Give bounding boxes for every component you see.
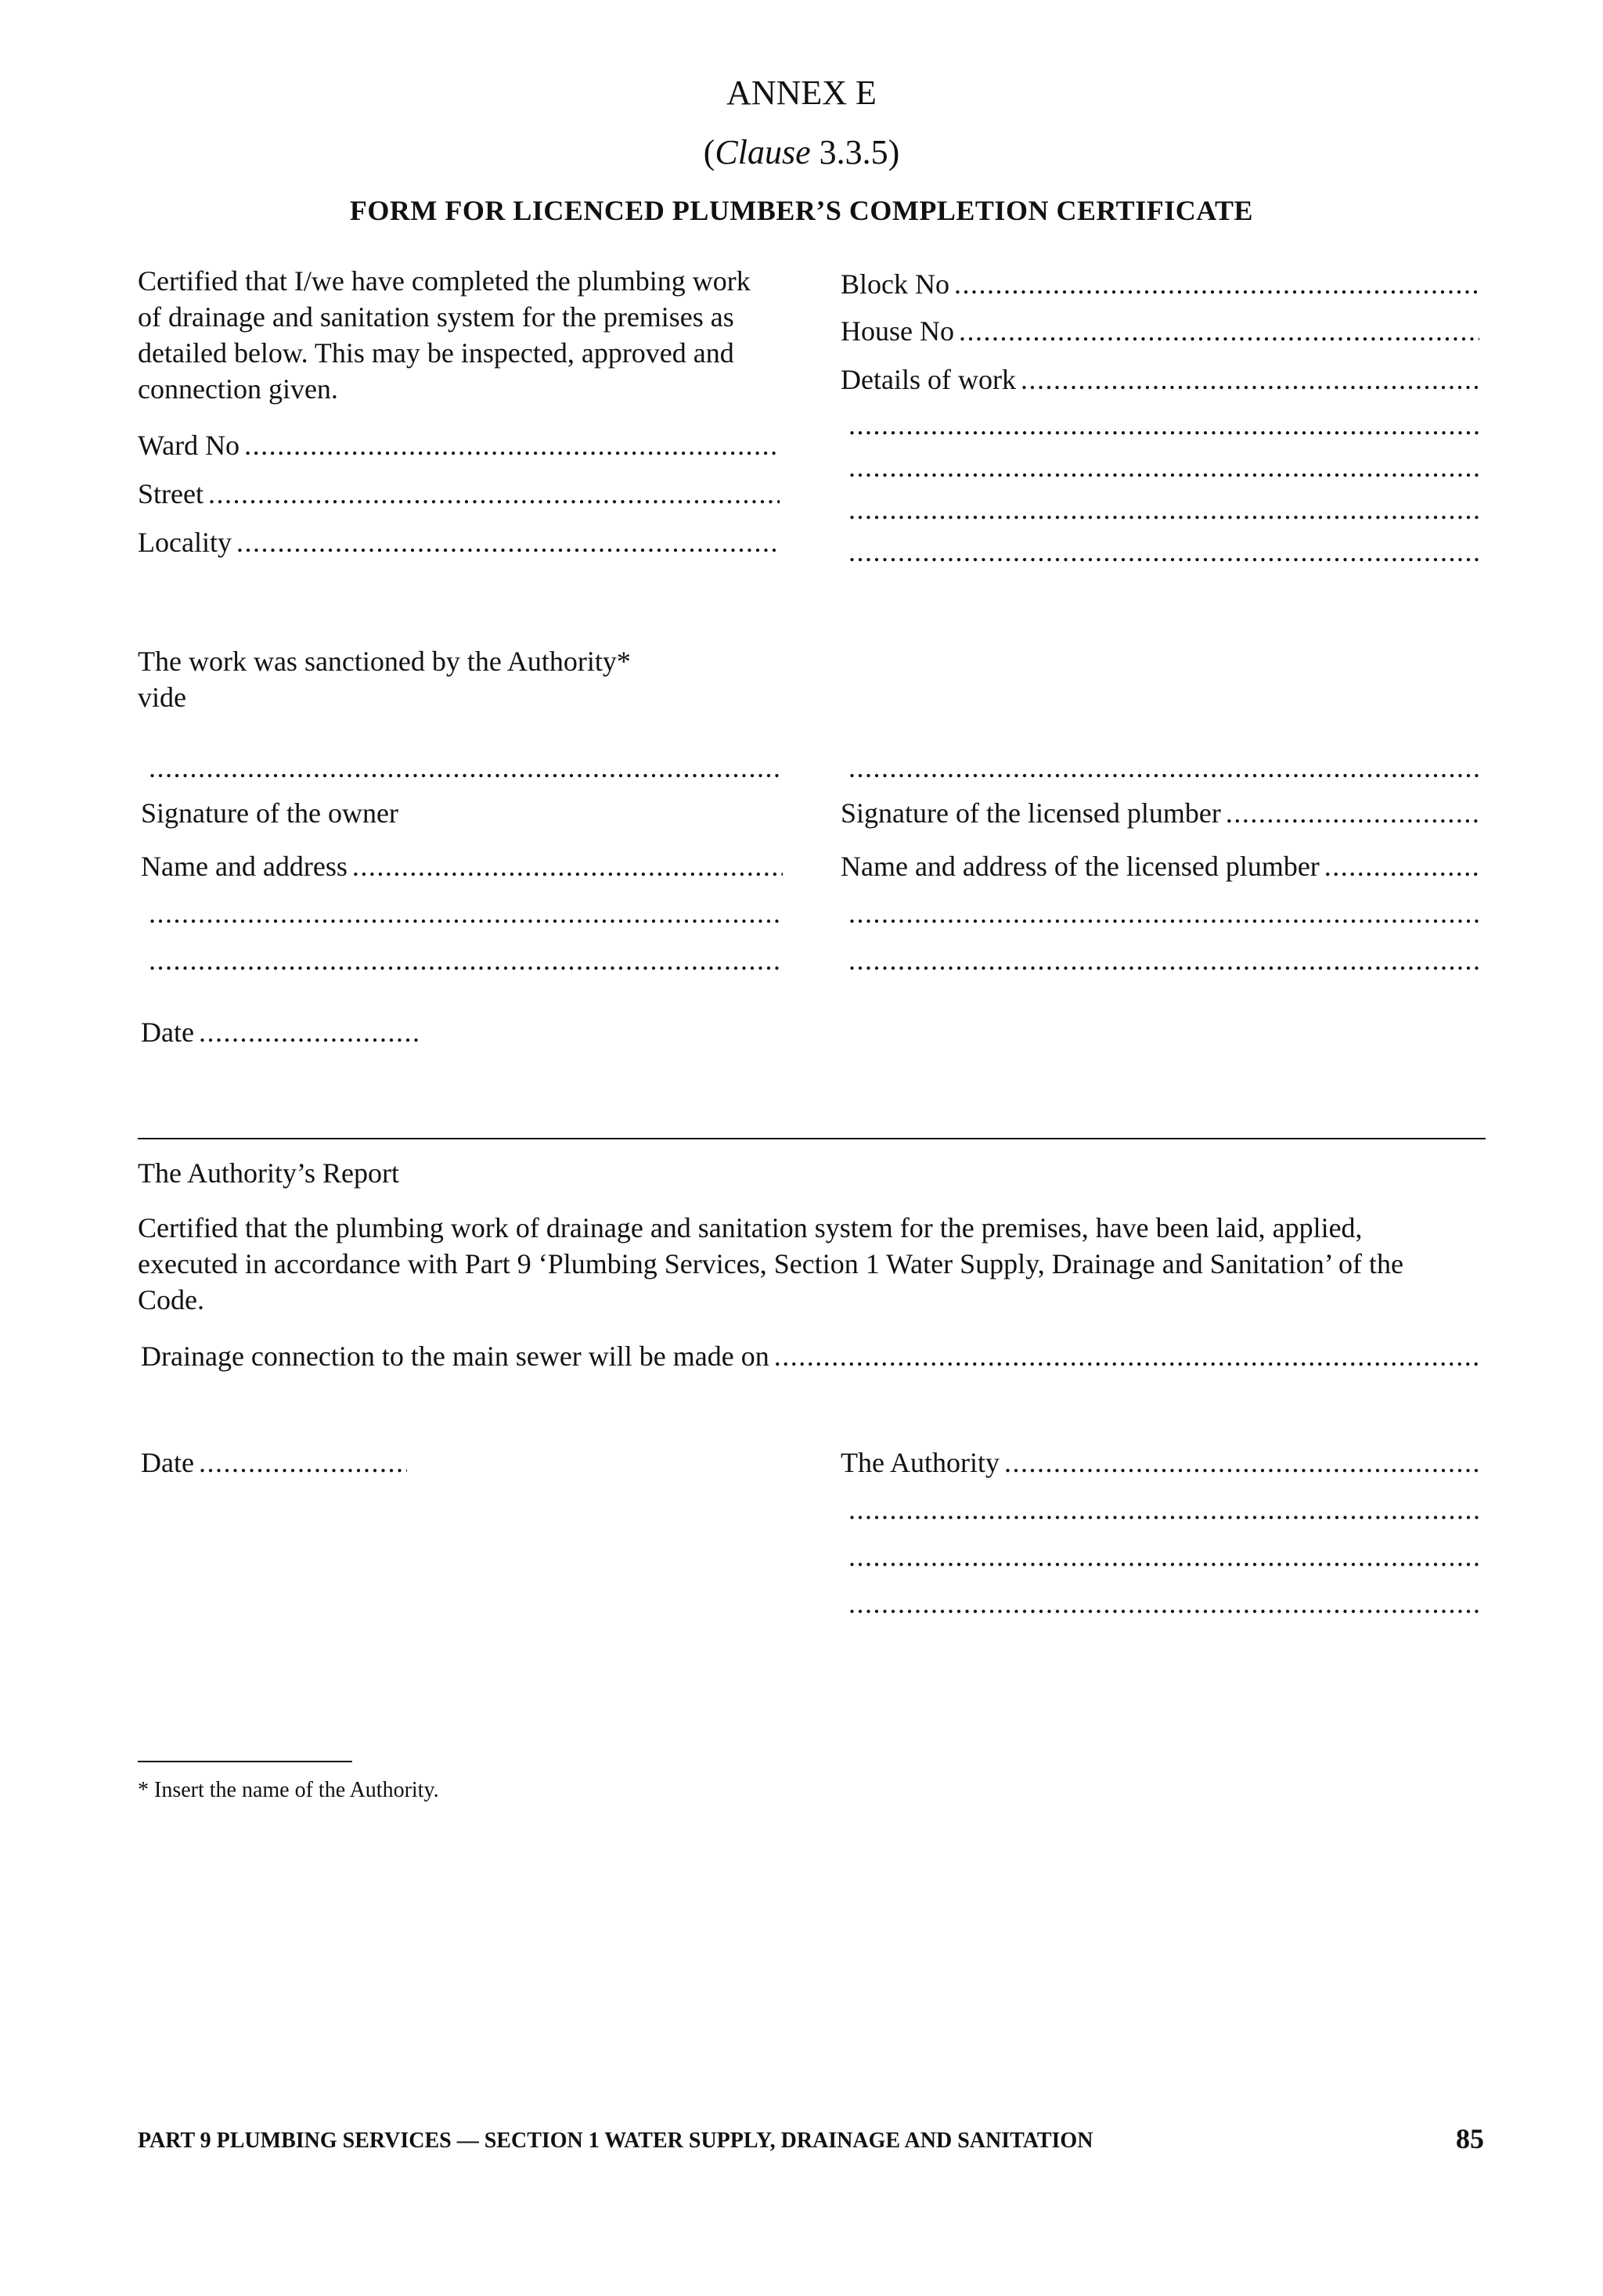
ward-no-label: Ward No bbox=[138, 430, 240, 461]
locality-blank[interactable] bbox=[236, 524, 780, 560]
sanction-line-2: vide bbox=[138, 682, 186, 713]
owner-address-line[interactable] bbox=[149, 942, 783, 978]
owner-date-field[interactable] bbox=[141, 1014, 423, 1050]
plumber-signature-blank[interactable] bbox=[848, 750, 1479, 786]
details-blank-line[interactable] bbox=[848, 534, 1479, 570]
owner-date-blank[interactable] bbox=[199, 1014, 423, 1050]
authority-blank-line[interactable] bbox=[848, 1585, 1479, 1621]
street-field[interactable] bbox=[138, 476, 780, 512]
locality-field[interactable] bbox=[138, 524, 780, 560]
certificate-line-2: of drainage and sanitation system for the premises as bbox=[138, 301, 734, 333]
clause-number: 3.3.5) bbox=[810, 133, 900, 171]
ward-no-blank[interactable] bbox=[244, 427, 780, 463]
page-number: 85 bbox=[1456, 2123, 1484, 2154]
footnote: * Insert the name of the Authority. bbox=[138, 1778, 439, 1802]
plumber-signature-field[interactable] bbox=[841, 795, 1479, 831]
owner-name-address-blank[interactable] bbox=[352, 848, 783, 884]
report-line-1: Certified that the plumbing work of drainage and sanitation system for the premises, have been laid, applied, bbox=[138, 1212, 1363, 1243]
plumber-name-address-label: Name and address of the licensed plumber bbox=[841, 851, 1320, 882]
report-line-3: Code. bbox=[138, 1284, 204, 1315]
locality-label: Locality bbox=[138, 527, 232, 558]
details-blank-line[interactable] bbox=[848, 491, 1479, 527]
owner-name-address-field[interactable] bbox=[141, 848, 783, 884]
authority-field[interactable] bbox=[841, 1445, 1479, 1481]
owner-date-label: Date bbox=[141, 1017, 194, 1048]
plumber-signature-line[interactable] bbox=[1226, 795, 1479, 831]
details-of-work-label: Details of work bbox=[841, 364, 1016, 395]
house-no-field[interactable] bbox=[841, 313, 1479, 349]
plumber-name-address-blank[interactable] bbox=[1324, 848, 1479, 884]
owner-signature-label: Signature of the owner bbox=[141, 797, 398, 829]
details-blank-line[interactable] bbox=[848, 449, 1479, 485]
street-label: Street bbox=[138, 478, 204, 509]
block-no-blank[interactable] bbox=[954, 266, 1479, 302]
footnote-rule bbox=[138, 1761, 352, 1762]
connection-date-field[interactable] bbox=[141, 1338, 1482, 1374]
authority-blank-line[interactable] bbox=[848, 1538, 1479, 1574]
block-no-label: Block No bbox=[841, 268, 949, 300]
block-no-field[interactable] bbox=[841, 266, 1479, 302]
sanction-line-1: The work was sanctioned by the Authority* bbox=[138, 646, 631, 677]
authority-blank[interactable] bbox=[1004, 1445, 1479, 1481]
report-date-blank[interactable] bbox=[199, 1445, 407, 1481]
details-of-work-blank[interactable] bbox=[1021, 362, 1479, 398]
authority-blank-line[interactable] bbox=[848, 1492, 1479, 1528]
plumber-name-address-field[interactable] bbox=[841, 848, 1479, 884]
running-footer: PART 9 PLUMBING SERVICES — SECTION 1 WATER SUPPLY, DRAINAGE AND SANITATION bbox=[138, 2129, 1093, 2153]
plumber-signature-label: Signature of the licensed plumber bbox=[841, 797, 1221, 829]
authority-label: The Authority bbox=[841, 1447, 1000, 1478]
certificate-text bbox=[138, 263, 795, 407]
connection-label: Drainage connection to the main sewer will be made on bbox=[141, 1341, 769, 1372]
certificate-line-3: detailed below. This may be inspected, approved and bbox=[138, 337, 734, 369]
ward-no-field[interactable] bbox=[138, 427, 780, 463]
owner-address-line[interactable] bbox=[149, 895, 783, 931]
certificate-line-1: Certified that I/we have completed the plumbing work bbox=[138, 265, 751, 297]
details-blank-line[interactable] bbox=[848, 407, 1479, 443]
certificate-line-4: connection given. bbox=[138, 373, 338, 405]
street-blank[interactable] bbox=[208, 476, 780, 512]
form-title: FORM FOR LICENCED PLUMBER’S COMPLETION CERTIFICATE bbox=[349, 195, 1254, 226]
report-date-label: Date bbox=[141, 1447, 194, 1478]
section-divider bbox=[138, 1138, 1486, 1139]
report-title: The Authority’s Report bbox=[138, 1157, 399, 1189]
owner-signature-blank[interactable] bbox=[149, 750, 783, 786]
connection-blank[interactable] bbox=[774, 1338, 1482, 1374]
clause-open: ( bbox=[703, 133, 715, 171]
owner-name-address-label: Name and address bbox=[141, 851, 348, 882]
plumber-address-line[interactable] bbox=[848, 942, 1479, 978]
details-of-work-field[interactable] bbox=[841, 362, 1479, 398]
annex-heading: ANNEX E bbox=[726, 74, 877, 112]
house-no-label: House No bbox=[841, 315, 954, 347]
plumber-address-line[interactable] bbox=[848, 895, 1479, 931]
report-date-field[interactable] bbox=[141, 1445, 407, 1481]
clause-word: Clause bbox=[715, 133, 811, 171]
report-line-2: executed in accordance with Part 9 ‘Plumbing Services, Section 1 Water Supply, Drainage and Sanitation’ of the bbox=[138, 1248, 1403, 1279]
clause-reference bbox=[0, 131, 1603, 174]
house-no-blank[interactable] bbox=[959, 313, 1479, 349]
